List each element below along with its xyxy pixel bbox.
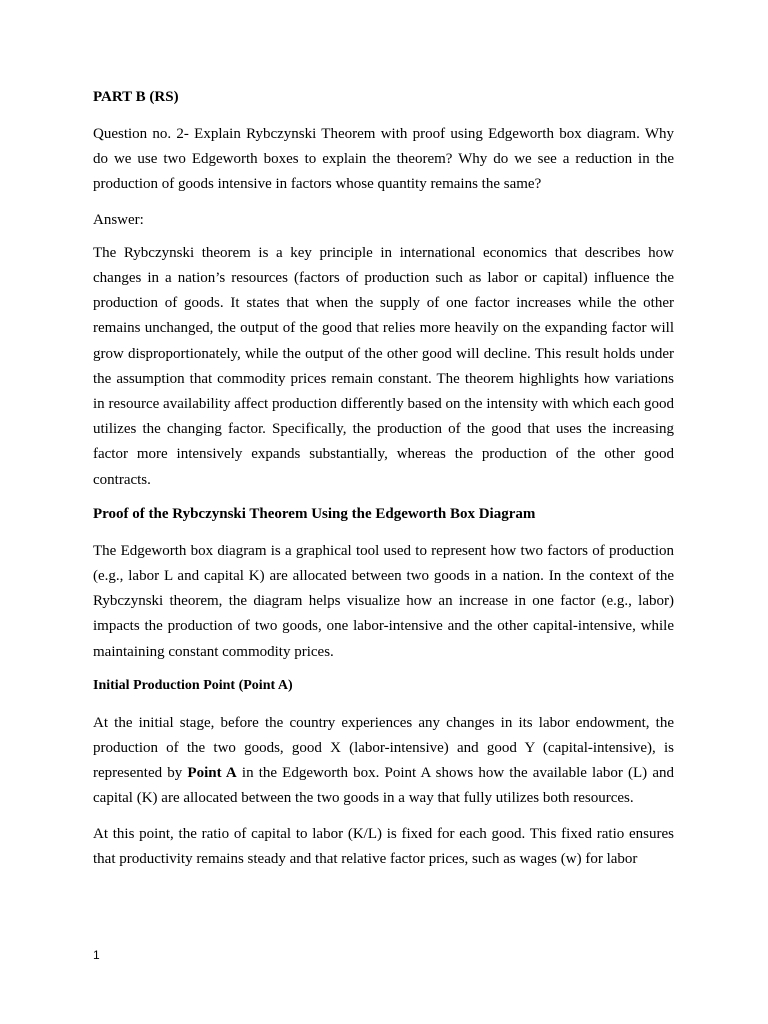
edgeworth-paragraph: The Edgeworth box diagram is a graphical tool used to represent how two factors of production (e.g., labor L and capital K) are allocated between two goods in a nation. In the context of the Rybczynski theorem, the diagram helps visualize how an increase in one factor (e.g., labor) impacts the production of two goods, one labor-intensive and the other capital-intensive, while maintaining constant commodity prices. xyxy=(93,542,674,660)
intro-paragraph: The Rybczynski theorem is a key principle in international economics that describes how changes in a nation’s resources (factors of production such as labor or capital) influence the production of goods. It states that when the supply of one factor increases while the other remains unchanged, the output of the good that relies more heavily on the expanding factor will grow disproportionately, while the output of the other good will decline. This result holds under the assumption that commodity prices remain constant. The theorem highlights how variations in resource availability affect production differently based on the intensity with which each good utilizes the changing factor. Specifically, the production of the good that uses the increasing factor more intensively expands substantially, whereas the production of the other good contracts. xyxy=(93,244,674,488)
point-a-bold: Point A xyxy=(187,765,237,782)
initial-point-text-after: in the Edgeworth box. Point A shows how the available labor (L) and capital (K) are allocated between the two goods in a way that fully utilizes both resources. xyxy=(93,765,674,807)
ratio-paragraph: At this point, the ratio of capital to labor (K/L) is fixed for each good. This fixed ratio ensures that productivity remains steady and that relative factor prices, such as wages (w) for labor xyxy=(93,825,674,867)
document-page xyxy=(93,86,674,882)
page-number: 1 xyxy=(93,948,100,962)
answer-label: Answer: xyxy=(93,211,144,228)
proof-heading: Proof of the Rybczynski Theorem Using the Edgeworth Box Diagram xyxy=(93,505,536,522)
question-paragraph: Question no. 2- Explain Rybczynski Theorem with proof using Edgeworth box diagram. Why do we use two Edgeworth boxes to explain the theorem? Why do we see a reduction in the production of goods intensive in factors whose quantity remains the same? xyxy=(93,126,674,193)
initial-point-text-before: At the initial stage, before the country experiences any changes in its labor endowment, the production of the two goods, good X (labor-intensive) and good Y (capital-intensive), is represented by xyxy=(93,714,674,782)
initial-point-heading: Initial Production Point (Point A) xyxy=(93,677,293,693)
part-title: PART B (RS) xyxy=(93,89,179,105)
initial-point-paragraph xyxy=(93,711,674,812)
